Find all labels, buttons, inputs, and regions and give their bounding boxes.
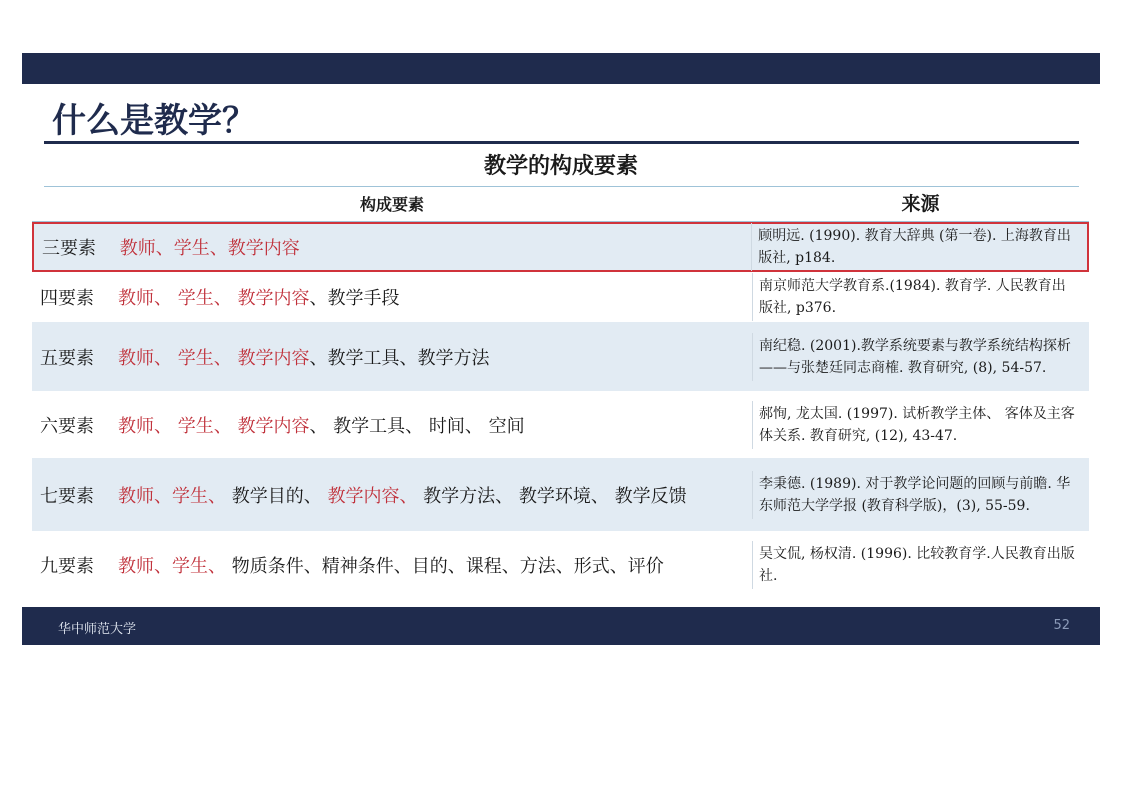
core-elements: 教师、学生、 [118,555,226,577]
footer-org: 华中师范大学 [58,622,137,637]
row-label: 四要素 [40,287,94,309]
row-label: 六要素 [40,415,94,437]
row-elements [116,234,752,260]
row-source: 南京师范大学教育系.(1984). 教育学. 人民教育出版社, p376. [752,273,1089,321]
row-elements [114,284,752,310]
table-row [32,392,1089,458]
slide [22,53,1100,645]
table-caption: 教学的构成要素 [483,154,638,179]
other-elements: 、教学工具、教学方法 [309,347,490,369]
row-elements [114,412,752,438]
header-source: 来源 [901,193,940,215]
row-source: 顾明远. (1990). 教育大辞典 (第一卷). 上海教育出版社, p184. [751,223,1087,271]
other-elements: 教学目的、 [226,485,328,507]
other-elements: 教学方法、 教学环境、 教学反馈 [417,485,687,507]
elements-table [32,187,1089,598]
table-header [32,187,1089,222]
core-elements: 教师、 学生、 教学内容 [118,347,310,369]
row-elements [114,482,752,508]
row-source: 吴文侃, 杨权清. (1996). 比较教育学.人民教育出版社. [752,541,1089,589]
title-divider [44,141,1079,144]
table-row [32,222,1089,272]
row-label: 九要素 [40,555,94,577]
table-row [32,272,1089,322]
row-source: 李秉德. (1989). 对于教学论问题的回顾与前瞻. 华东师范大学学报 (教育科学版)，(3), 55-59. [752,471,1089,519]
core-elements: 教师、 学生、 教学内容 [118,287,310,309]
row-source: 郝恂, 龙太国. (1997). 试析教学主体、 客体及主客体关系. 教育研究, (12), 43-47. [752,401,1089,449]
header-elements: 构成要素 [359,195,424,214]
row-source: 南纪稳. (2001).教学系统要素与教学系统结构探析——与张楚廷同志商榷. 教育研究, (8), 54-57. [752,333,1089,381]
table-row [32,322,1089,392]
row-label: 五要素 [40,347,94,369]
row-label: 七要素 [40,485,94,507]
page-number: 52 [1053,618,1070,633]
other-elements: 、教学手段 [309,287,400,309]
core-elements: 教师、 学生、 教学内容 [118,415,310,437]
table-row [32,532,1089,598]
core-elements: 教师、学生、教学内容 [119,238,300,259]
table-row [32,458,1089,532]
core-elements: 教师、学生、 [118,485,226,507]
slide-title: 什么是教学？ [52,101,256,141]
footer-bar [22,607,1100,645]
row-label: 三要素 [42,238,96,259]
core-elements: 教学内容、 [327,485,418,507]
row-elements [114,344,752,370]
other-elements: 物质条件、精神条件、目的、课程、方法、形式、评价 [226,555,664,577]
row-elements [114,552,752,578]
other-elements: 、 教学工具、 时间、 空间 [309,415,525,437]
top-banner [22,53,1100,84]
